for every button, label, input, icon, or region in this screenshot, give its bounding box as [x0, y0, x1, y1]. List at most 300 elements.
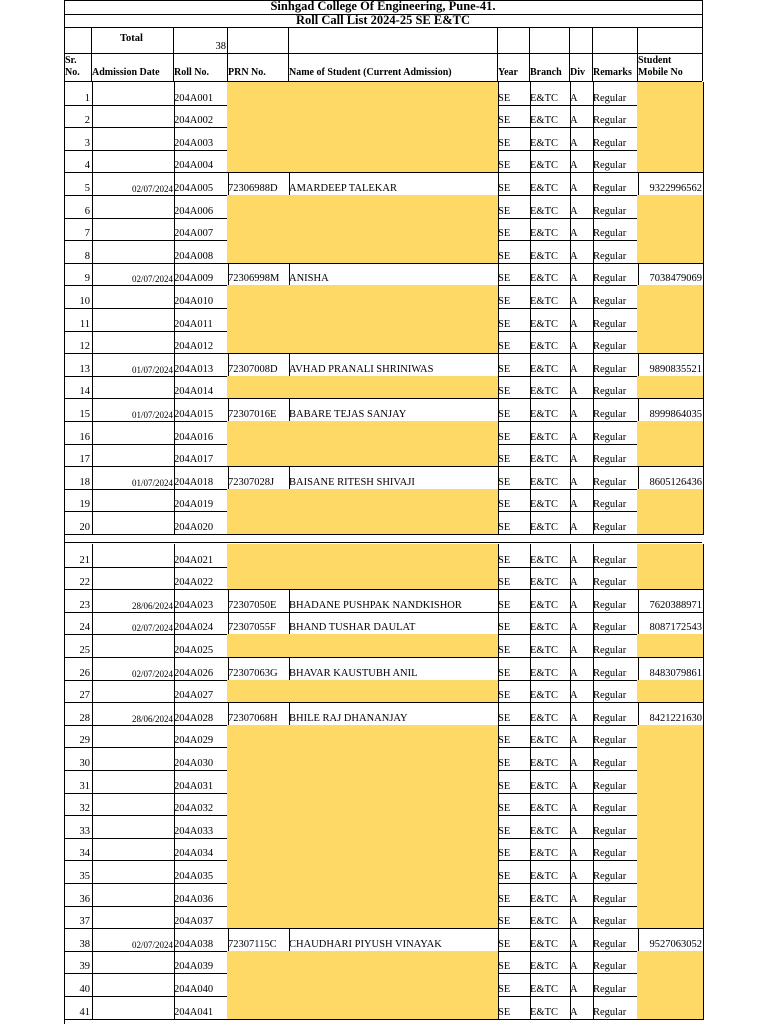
cell-sr-text: 30: [79, 757, 90, 769]
list-title: Roll Call List 2024-25 SE E&TC: [296, 13, 470, 27]
cell-prn: [227, 928, 290, 952]
cell-remarks: [592, 285, 639, 309]
cell-name: [288, 511, 499, 535]
cell-div: [569, 567, 594, 591]
cell-mobile: [637, 680, 704, 704]
cell-sr: [64, 860, 93, 884]
cell-div-text: A: [570, 431, 578, 443]
cell-div: [569, 105, 594, 129]
div-header: Div: [570, 67, 585, 78]
cell-sr: [64, 702, 93, 726]
cell-prn-text: 72307115C: [228, 938, 277, 950]
cell-year-text: SE: [498, 228, 511, 240]
cell-div: [569, 489, 594, 513]
cell-branch: [529, 838, 571, 862]
cell-roll-text: 204A025: [174, 644, 214, 656]
cell-year-text: SE: [498, 848, 511, 860]
cell-branch: [529, 589, 571, 613]
cell-remarks-text: Regular: [593, 160, 627, 172]
cell-year: [497, 263, 531, 287]
cell-roll-text: 204A013: [174, 363, 214, 375]
cell-sr-text: 36: [79, 893, 90, 905]
cell-roll: [173, 511, 229, 535]
cell-year-text: SE: [498, 273, 511, 285]
cell-roll: [173, 612, 229, 636]
cell-mobile: [637, 612, 704, 636]
cell-div-text: A: [570, 848, 578, 860]
cell-remarks-text: Regular: [593, 476, 627, 488]
cell-roll-text: 204A001: [174, 92, 214, 104]
cell-branch-text: E&TC: [530, 644, 558, 656]
cell-year-text: SE: [498, 160, 511, 172]
cell-year: [497, 331, 531, 355]
cell-branch: [529, 702, 571, 726]
cell-sr-text: 23: [79, 599, 90, 611]
cell-roll-text: 204A031: [174, 780, 214, 792]
cell-div: [569, 634, 594, 658]
cell-mobile: [637, 150, 704, 174]
cell-div-text: A: [570, 577, 578, 589]
cell-branch: [529, 544, 571, 568]
cell-div-text: A: [570, 499, 578, 511]
cell-remarks: [592, 105, 639, 129]
cell-remarks: [592, 612, 639, 636]
cell-sr-text: 33: [79, 825, 90, 837]
cell-year-text: SE: [498, 1006, 511, 1018]
cell-sr: [64, 285, 93, 309]
cell-year: [497, 815, 531, 839]
cell-mobile-text: 8483079861: [649, 667, 702, 679]
cell-remarks-text: Regular: [593, 521, 627, 533]
cell-year: [497, 680, 531, 704]
cell-name: [288, 928, 499, 952]
cell-year: [497, 657, 531, 681]
cell-date-text: 28/06/2024: [131, 713, 173, 724]
cell-sr: [64, 172, 93, 196]
cell-roll-text: 204A006: [174, 205, 214, 217]
cell-div: [569, 466, 594, 490]
cell-year-text: SE: [498, 318, 511, 330]
cell-div: [569, 747, 594, 771]
cell-div: [569, 906, 594, 930]
cell-branch-text: E&TC: [530, 735, 558, 747]
cell-date: [91, 285, 175, 309]
cell-remarks: [592, 353, 639, 377]
cell-branch: [529, 195, 571, 219]
cell-year-text: SE: [498, 780, 511, 792]
cell-date: [91, 240, 175, 264]
cell-roll-text: 204A004: [174, 160, 214, 172]
cell-remarks: [592, 240, 639, 264]
cell-branch-text: E&TC: [530, 318, 558, 330]
cell-year: [497, 589, 531, 613]
cell-name: [288, 172, 499, 196]
cell-branch: [529, 331, 571, 355]
cell-roll-text: 204A007: [174, 228, 214, 240]
cell-year: [497, 612, 531, 636]
cell-roll: [173, 996, 229, 1020]
cell-sr: [64, 195, 93, 219]
cell-year-text: SE: [498, 341, 511, 353]
cell-date: [91, 634, 175, 658]
cell-sr: [64, 928, 93, 952]
cell-year: [497, 747, 531, 771]
cell-sr: [64, 589, 93, 613]
cell-div-text: A: [570, 228, 578, 240]
cell-name: [288, 105, 499, 129]
cell-sr: [64, 815, 93, 839]
cell-roll-text: 204A015: [174, 408, 214, 420]
cell-prn: [227, 466, 290, 490]
cell-branch-text: E&TC: [530, 961, 558, 973]
cell-branch: [529, 951, 571, 975]
cell-sr-text: 6: [84, 205, 90, 217]
cell-mobile: [637, 906, 704, 930]
cell-date: [91, 567, 175, 591]
cell-remarks-text: Regular: [593, 137, 627, 149]
cell-remarks: [592, 308, 639, 332]
cell-mobile: [637, 466, 704, 490]
cell-year-text: SE: [498, 137, 511, 149]
cell-roll: [173, 589, 229, 613]
cell-div-text: A: [570, 983, 578, 995]
cell-year-text: SE: [498, 408, 511, 420]
cell-sr-text: 14: [79, 386, 90, 398]
cell-branch-text: E&TC: [530, 341, 558, 353]
cell-roll-text: 204A014: [174, 386, 214, 398]
cell-prn: [227, 567, 290, 591]
cell-branch: [529, 353, 571, 377]
cell-year-text: SE: [498, 825, 511, 837]
cell-sr: [64, 127, 93, 151]
cell-date: [91, 793, 175, 817]
cell-name: [288, 838, 499, 862]
cell-sr-text: 25: [79, 644, 90, 656]
cell-mobile: [637, 127, 704, 151]
cell-branch-text: E&TC: [530, 476, 558, 488]
cell-branch: [529, 466, 571, 490]
cell-prn: [227, 634, 290, 658]
sr-no-header-1: Sr.: [65, 55, 77, 66]
cell-year-text: SE: [498, 916, 511, 928]
cell-roll: [173, 815, 229, 839]
cell-remarks-text: Regular: [593, 92, 627, 104]
cell-remarks: [592, 702, 639, 726]
cell-div-text: A: [570, 160, 578, 172]
cell-branch-text: E&TC: [530, 454, 558, 466]
cell-year-text: SE: [498, 803, 511, 815]
cell-date: [91, 105, 175, 129]
cell-roll-text: 204A029: [174, 735, 214, 747]
cell-roll-text: 204A008: [174, 250, 214, 262]
cell-branch-text: E&TC: [530, 408, 558, 420]
cell-year: [497, 725, 531, 749]
cell-date: [91, 308, 175, 332]
cell-remarks: [592, 725, 639, 749]
cell-div-text: A: [570, 521, 578, 533]
cell-year-text: SE: [498, 938, 511, 950]
cell-remarks: [592, 376, 639, 400]
cell-roll: [173, 398, 229, 422]
cell-name: [288, 240, 499, 264]
cell-name-text: CHAUDHARI PIYUSH VINAYAK: [289, 938, 442, 950]
cell-branch: [529, 444, 571, 468]
cell-div-text: A: [570, 476, 578, 488]
cell-remarks: [592, 544, 639, 568]
cell-prn: [227, 770, 290, 794]
cell-date-text: 28/06/2024: [131, 600, 173, 611]
cell-remarks-text: Regular: [593, 961, 627, 973]
cell-div-text: A: [570, 667, 578, 679]
cell-div: [569, 702, 594, 726]
cell-sr-text: 2: [84, 115, 90, 127]
cell-prn: [227, 838, 290, 862]
cell-roll-text: 204A017: [174, 454, 214, 466]
cell-roll-text: 204A005: [174, 182, 214, 194]
cell-remarks-text: Regular: [593, 735, 627, 747]
mobile-header-2: Mobile No: [638, 67, 683, 78]
cell-roll: [173, 544, 229, 568]
cell-prn-text: 72307008D: [228, 363, 278, 375]
cell-remarks: [592, 928, 639, 952]
cell-year: [497, 634, 531, 658]
cell-sr-text: 12: [79, 341, 90, 353]
cell-remarks: [592, 331, 639, 355]
cell-branch: [529, 308, 571, 332]
cell-name: [288, 612, 499, 636]
cell-div: [569, 838, 594, 862]
cell-mobile: [637, 996, 704, 1020]
cell-branch-text: E&TC: [530, 622, 558, 634]
cell-year: [497, 195, 531, 219]
cell-remarks-text: Regular: [593, 983, 627, 995]
cell-sr: [64, 353, 93, 377]
cell-div: [569, 172, 594, 196]
cell-mobile: [637, 263, 704, 287]
cell-div-text: A: [570, 916, 578, 928]
cell-name: [288, 860, 499, 884]
cell-prn-text: 72306988D: [228, 182, 278, 194]
cell-prn-text: 72307063G: [228, 667, 278, 679]
cell-roll-text: 204A033: [174, 825, 214, 837]
cell-year: [497, 172, 531, 196]
cell-branch: [529, 883, 571, 907]
cell-sr-text: 38: [79, 938, 90, 950]
cell-mobile-text: 7620388971: [649, 599, 702, 611]
cell-year-text: SE: [498, 454, 511, 466]
cell-sr-text: 40: [79, 983, 90, 995]
cell-branch-text: E&TC: [530, 599, 558, 611]
cell-date-text: 02/07/2024: [131, 939, 173, 950]
cell-remarks-text: Regular: [593, 757, 627, 769]
cell-branch-text: E&TC: [530, 499, 558, 511]
cell-year: [497, 996, 531, 1020]
cell-prn: [227, 657, 290, 681]
cell-mobile: [637, 82, 704, 106]
cell-roll: [173, 127, 229, 151]
cell-roll-text: 204A028: [174, 712, 214, 724]
cell-roll-text: 204A012: [174, 341, 214, 353]
cell-sr: [64, 240, 93, 264]
cell-mobile-text: 9527063052: [649, 938, 702, 950]
cell-div: [569, 376, 594, 400]
cell-mobile: [637, 657, 704, 681]
cell-mobile: [637, 105, 704, 129]
cell-year-text: SE: [498, 757, 511, 769]
cell-roll: [173, 747, 229, 771]
cell-name: [288, 951, 499, 975]
cell-date: [91, 747, 175, 771]
cell-date: [91, 421, 175, 445]
cell-sr: [64, 150, 93, 174]
cell-roll-text: 204A037: [174, 916, 214, 928]
cell-year: [497, 544, 531, 568]
cell-name: [288, 489, 499, 513]
cell-remarks-text: Regular: [593, 431, 627, 443]
cell-year: [497, 770, 531, 794]
cell-name-text: AMARDEEP TALEKAR: [289, 182, 397, 194]
cell-branch: [529, 263, 571, 287]
cell-year-text: SE: [498, 431, 511, 443]
cell-sr: [64, 466, 93, 490]
roll-no-header: Roll No.: [174, 67, 209, 78]
cell-remarks: [592, 421, 639, 445]
cell-date: [91, 172, 175, 196]
cell-remarks: [592, 218, 639, 242]
cell-remarks: [592, 793, 639, 817]
cell-remarks-text: Regular: [593, 938, 627, 950]
cell-roll: [173, 150, 229, 174]
cell-div: [569, 195, 594, 219]
cell-mobile: [637, 770, 704, 794]
cell-prn: [227, 612, 290, 636]
cell-remarks: [592, 150, 639, 174]
cell-name: [288, 285, 499, 309]
cell-div: [569, 725, 594, 749]
cell-sr: [64, 308, 93, 332]
cell-sr: [64, 511, 93, 535]
total-label: Total: [120, 33, 143, 44]
cell-date: [91, 725, 175, 749]
cell-sr: [64, 793, 93, 817]
cell-div-text: A: [570, 341, 578, 353]
cell-prn: [227, 308, 290, 332]
cell-name-text: BHILE RAJ DHANANJAY: [289, 712, 408, 724]
cell-name: [288, 353, 499, 377]
cell-roll: [173, 240, 229, 264]
cell-branch: [529, 82, 571, 106]
cell-sr-text: 17: [79, 454, 90, 466]
cell-name: [288, 906, 499, 930]
cell-sr: [64, 973, 93, 997]
cell-roll: [173, 567, 229, 591]
cell-year-text: SE: [498, 599, 511, 611]
cell-mobile-text: 9890835521: [649, 363, 702, 375]
cell-prn: [227, 263, 290, 287]
cell-div-text: A: [570, 295, 578, 307]
cell-year-text: SE: [498, 363, 511, 375]
cell-remarks-text: Regular: [593, 273, 627, 285]
cell-date: [91, 951, 175, 975]
cell-sr: [64, 838, 93, 862]
cell-roll-text: 204A036: [174, 893, 214, 905]
cell-branch: [529, 725, 571, 749]
cell-remarks: [592, 466, 639, 490]
college-title: Sinhgad College Of Engineering, Pune-41.: [270, 0, 496, 13]
cell-div: [569, 589, 594, 613]
cell-year-text: SE: [498, 983, 511, 995]
cell-prn: [227, 489, 290, 513]
cell-mobile: [637, 421, 704, 445]
cell-branch: [529, 973, 571, 997]
cell-sr-text: 37: [79, 916, 90, 928]
cell-prn: [227, 82, 290, 106]
cell-sr-text: 16: [79, 431, 90, 443]
cell-sr: [64, 263, 93, 287]
cell-remarks: [592, 634, 639, 658]
cell-div-text: A: [570, 712, 578, 724]
cell-branch-text: E&TC: [530, 983, 558, 995]
cell-roll: [173, 973, 229, 997]
cell-year-text: SE: [498, 476, 511, 488]
cell-roll-text: 204A009: [174, 273, 214, 285]
cell-div-text: A: [570, 961, 578, 973]
cell-mobile: [637, 725, 704, 749]
cell-branch: [529, 398, 571, 422]
cell-remarks-text: Regular: [593, 250, 627, 262]
cell-prn: [227, 860, 290, 884]
cell-div: [569, 883, 594, 907]
cell-div: [569, 353, 594, 377]
cell-div: [569, 544, 594, 568]
cell-mobile-text: 8421221630: [649, 712, 702, 724]
cell-sr: [64, 770, 93, 794]
cell-branch: [529, 285, 571, 309]
cell-mobile: [637, 376, 704, 400]
cell-branch-text: E&TC: [530, 712, 558, 724]
cell-remarks: [592, 973, 639, 997]
cell-roll-text: 204A010: [174, 295, 214, 307]
cell-year: [497, 928, 531, 952]
cell-branch-text: E&TC: [530, 554, 558, 566]
cell-name: [288, 444, 499, 468]
cell-roll: [173, 285, 229, 309]
cell-branch-text: E&TC: [530, 577, 558, 589]
cell-year-text: SE: [498, 554, 511, 566]
cell-branch: [529, 657, 571, 681]
cell-branch: [529, 150, 571, 174]
cell-year: [497, 444, 531, 468]
cell-remarks-text: Regular: [593, 848, 627, 860]
cell-remarks: [592, 398, 639, 422]
cell-div-text: A: [570, 870, 578, 882]
cell-roll-text: 204A016: [174, 431, 214, 443]
cell-roll-text: 204A020: [174, 521, 214, 533]
cell-roll-text: 204A002: [174, 115, 214, 127]
cell-branch-text: E&TC: [530, 92, 558, 104]
cell-sr-text: 32: [79, 803, 90, 815]
cell-roll: [173, 680, 229, 704]
cell-mobile: [637, 331, 704, 355]
cell-remarks-text: Regular: [593, 825, 627, 837]
cell-sr: [64, 612, 93, 636]
cell-div-text: A: [570, 554, 578, 566]
cell-div-text: A: [570, 1006, 578, 1018]
cell-year-text: SE: [498, 622, 511, 634]
cell-branch: [529, 770, 571, 794]
cell-remarks: [592, 172, 639, 196]
cell-branch-text: E&TC: [530, 938, 558, 950]
